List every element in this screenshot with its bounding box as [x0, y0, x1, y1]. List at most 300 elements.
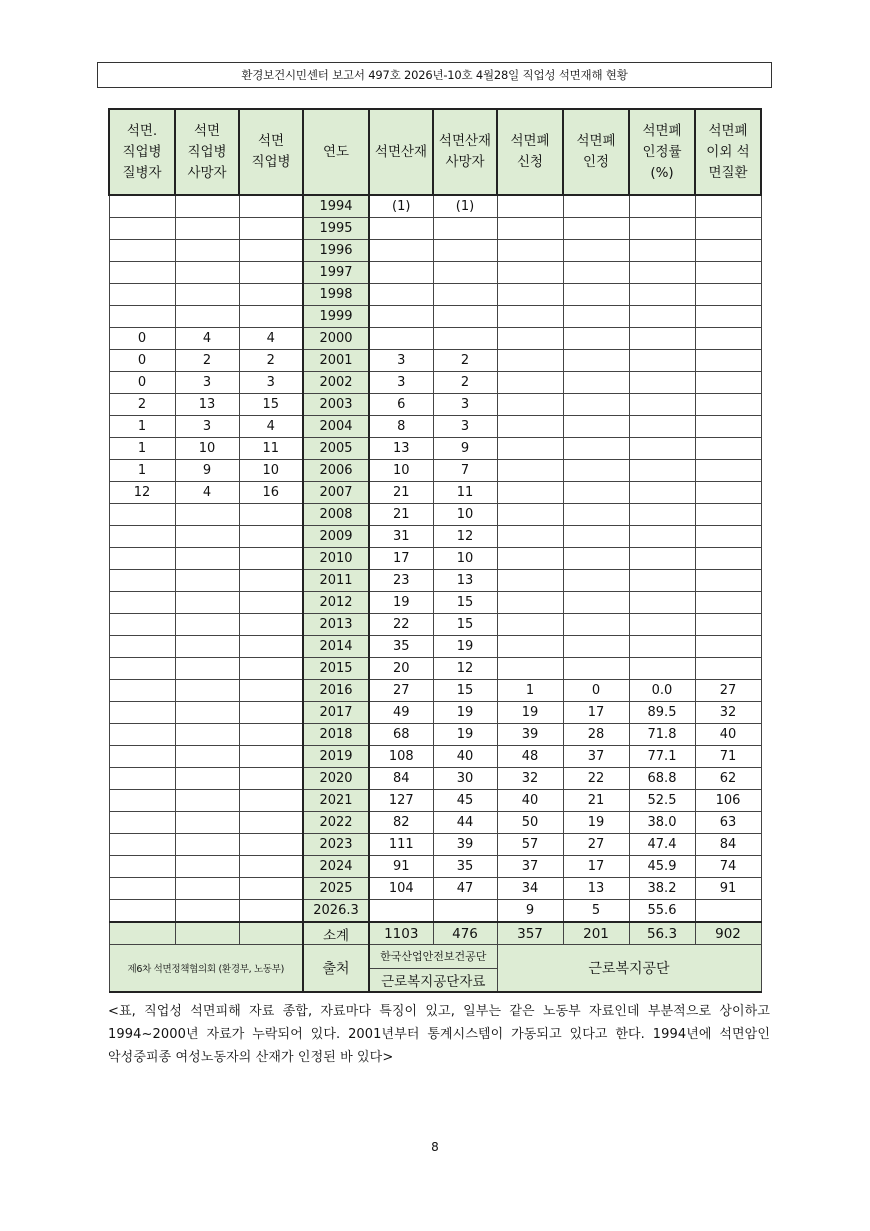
table-cell [695, 900, 761, 923]
year-cell: 2020 [303, 768, 369, 790]
table-cell: 20 [369, 658, 433, 680]
table-row [109, 614, 761, 636]
table-cell: 50 [497, 812, 563, 834]
table-header-row [109, 109, 761, 195]
table-cell [695, 460, 761, 482]
table-cell: 21 [563, 790, 629, 812]
table-cell: 55.6 [629, 900, 695, 923]
report-header [97, 62, 772, 88]
table-row [109, 570, 761, 592]
table-cell [239, 526, 303, 548]
table-cell [695, 306, 761, 328]
table-cell: 27 [695, 680, 761, 702]
table-cell: 10 [175, 438, 239, 460]
table-cell [109, 195, 175, 218]
table-cell: 21 [369, 482, 433, 504]
table-cell [629, 526, 695, 548]
table-cell: 7 [433, 460, 497, 482]
table-cell [695, 592, 761, 614]
table-cell [695, 416, 761, 438]
table-cell [109, 614, 175, 636]
table-cell [629, 195, 695, 218]
total-row [109, 922, 761, 945]
table-cell: 52.5 [629, 790, 695, 812]
year-cell: 2014 [303, 636, 369, 658]
table-cell: 108 [369, 746, 433, 768]
table-cell [239, 570, 303, 592]
table-row [109, 416, 761, 438]
year-cell: 2011 [303, 570, 369, 592]
table-cell: 84 [369, 768, 433, 790]
table-cell: 12 [109, 482, 175, 504]
table-cell [109, 856, 175, 878]
table-cell [695, 218, 761, 240]
table-cell [109, 636, 175, 658]
table-cell [433, 306, 497, 328]
table-row [109, 680, 761, 702]
table-cell: 2 [433, 350, 497, 372]
table-cell: 17 [369, 548, 433, 570]
year-cell: 2000 [303, 328, 369, 350]
table-cell [239, 834, 303, 856]
table-cell: 35 [433, 856, 497, 878]
table-cell: 3 [369, 350, 433, 372]
table-cell [695, 262, 761, 284]
table-cell [497, 526, 563, 548]
table-cell: 9 [497, 900, 563, 923]
table-cell: (1) [369, 195, 433, 218]
table-cell: 77.1 [629, 746, 695, 768]
table-cell [175, 658, 239, 680]
table-cell: 71 [695, 746, 761, 768]
table-cell: 13 [369, 438, 433, 460]
year-cell: 2018 [303, 724, 369, 746]
table-cell [695, 394, 761, 416]
table-cell: 45 [433, 790, 497, 812]
table-cell: 40 [433, 746, 497, 768]
table-cell: 2 [433, 372, 497, 394]
table-cell [175, 262, 239, 284]
table-cell: 17 [563, 702, 629, 724]
table-cell: 82 [369, 812, 433, 834]
table-cell: 44 [433, 812, 497, 834]
table-cell [497, 614, 563, 636]
source-right: 근로복지공단 [497, 945, 761, 993]
table-cell [175, 768, 239, 790]
table-cell [109, 680, 175, 702]
table-cell [109, 878, 175, 900]
year-cell: 2006 [303, 460, 369, 482]
table-cell: 57 [497, 834, 563, 856]
table-cell: 48 [497, 746, 563, 768]
table-cell: 0 [563, 680, 629, 702]
table-cell [563, 548, 629, 570]
table-cell [109, 900, 175, 923]
table-row [109, 350, 761, 372]
table-cell [563, 306, 629, 328]
table-cell [497, 504, 563, 526]
table-cell: 39 [497, 724, 563, 746]
table-cell: 9 [433, 438, 497, 460]
table-cell [629, 592, 695, 614]
table-cell [175, 746, 239, 768]
year-cell: 1994 [303, 195, 369, 218]
table-cell [369, 284, 433, 306]
table-cell: 35 [369, 636, 433, 658]
year-cell: 2021 [303, 790, 369, 812]
table-cell [497, 284, 563, 306]
year-cell: 2009 [303, 526, 369, 548]
table-cell: 6 [369, 394, 433, 416]
table-cell [109, 702, 175, 724]
table-cell [109, 218, 175, 240]
table-cell [695, 372, 761, 394]
year-cell: 1997 [303, 262, 369, 284]
table-cell [563, 372, 629, 394]
table-cell [175, 195, 239, 218]
asbestos-data-table [108, 108, 762, 993]
source-label: 출처 [303, 945, 369, 993]
table-row [109, 328, 761, 350]
table-cell [497, 570, 563, 592]
total-cell [239, 922, 303, 945]
report-title: 환경보건시민센터 보고서 497호 2026년-10호 4월28일 직업성 석면재해 현황 [241, 68, 628, 82]
table-cell [239, 746, 303, 768]
table-cell [563, 592, 629, 614]
table-cell [497, 262, 563, 284]
table-cell: 31 [369, 526, 433, 548]
table-cell: 3 [175, 416, 239, 438]
year-cell: 1996 [303, 240, 369, 262]
table-cell [563, 636, 629, 658]
column-header: 연도 [303, 109, 369, 195]
table-row [109, 482, 761, 504]
table-cell: 40 [497, 790, 563, 812]
table-cell: 4 [239, 416, 303, 438]
year-cell: 2004 [303, 416, 369, 438]
table-cell: 21 [369, 504, 433, 526]
table-cell: 0 [109, 372, 175, 394]
table-cell [239, 636, 303, 658]
table-cell [629, 658, 695, 680]
table-cell [629, 482, 695, 504]
table-cell [497, 306, 563, 328]
table-cell [695, 526, 761, 548]
table-cell [369, 262, 433, 284]
table-cell: 91 [369, 856, 433, 878]
table-cell: 19 [433, 636, 497, 658]
table-cell [239, 284, 303, 306]
table-row [109, 284, 761, 306]
table-cell [239, 262, 303, 284]
table-cell [563, 614, 629, 636]
table-cell [563, 240, 629, 262]
column-header: 석면폐 인정률 (%) [629, 109, 695, 195]
table-cell [109, 746, 175, 768]
table-cell [175, 240, 239, 262]
table-cell [433, 218, 497, 240]
table-cell: 47 [433, 878, 497, 900]
column-header: 석면폐 신청 [497, 109, 563, 195]
table-cell [695, 438, 761, 460]
total-label: 소계 [303, 922, 369, 945]
table-cell: 0 [109, 328, 175, 350]
table-cell [629, 262, 695, 284]
table-cell [497, 328, 563, 350]
table-cell: 13 [563, 878, 629, 900]
table-cell [239, 790, 303, 812]
table-cell [109, 812, 175, 834]
table-cell [175, 790, 239, 812]
table-cell: 19 [433, 702, 497, 724]
table-cell: 2 [239, 350, 303, 372]
table-cell [497, 416, 563, 438]
table-cell: 3 [175, 372, 239, 394]
table-cell [239, 240, 303, 262]
year-cell: 2026.3 [303, 900, 369, 923]
table-cell [109, 306, 175, 328]
table-cell [239, 724, 303, 746]
table-cell: 4 [175, 482, 239, 504]
table-row [109, 812, 761, 834]
table-cell: 37 [497, 856, 563, 878]
table-cell [695, 328, 761, 350]
table-row [109, 394, 761, 416]
table-row [109, 592, 761, 614]
table-cell [629, 306, 695, 328]
table-cell: 111 [369, 834, 433, 856]
year-cell: 2005 [303, 438, 369, 460]
table-row [109, 218, 761, 240]
table-cell [433, 240, 497, 262]
total-cell: 56.3 [629, 922, 695, 945]
source-row [109, 945, 761, 993]
table-cell [695, 195, 761, 218]
total-cell [175, 922, 239, 945]
table-cell [239, 900, 303, 923]
table-cell [433, 900, 497, 923]
source-middle [369, 945, 497, 993]
table-cell [369, 240, 433, 262]
table-cell: 1 [497, 680, 563, 702]
table-cell [175, 724, 239, 746]
table-cell: 32 [695, 702, 761, 724]
table-cell [239, 592, 303, 614]
table-cell [497, 218, 563, 240]
table-cell [563, 504, 629, 526]
table-cell: 16 [239, 482, 303, 504]
table-cell [175, 636, 239, 658]
table-cell [239, 878, 303, 900]
table-cell [497, 240, 563, 262]
table-cell: 28 [563, 724, 629, 746]
page-number: 8 [431, 1140, 439, 1154]
table-cell [433, 284, 497, 306]
table-cell [629, 394, 695, 416]
table-cell [563, 482, 629, 504]
table-cell [175, 218, 239, 240]
table-cell [563, 416, 629, 438]
table-cell: 38.0 [629, 812, 695, 834]
table-cell [695, 570, 761, 592]
column-header: 석면 직업병 사망자 [175, 109, 239, 195]
table-cell [563, 526, 629, 548]
table-cell [497, 394, 563, 416]
table-cell [695, 548, 761, 570]
table-cell: 8 [369, 416, 433, 438]
table-cell [497, 636, 563, 658]
table-cell: 0 [109, 350, 175, 372]
table-row [109, 438, 761, 460]
total-cell: 902 [695, 922, 761, 945]
table-row [109, 724, 761, 746]
table-cell [497, 658, 563, 680]
table-cell: 68 [369, 724, 433, 746]
total-cell: 1103 [369, 922, 433, 945]
table-cell [433, 262, 497, 284]
year-cell: 2017 [303, 702, 369, 724]
table-cell [109, 768, 175, 790]
table-cell [175, 548, 239, 570]
table-cell: 4 [239, 328, 303, 350]
table-cell: 9 [175, 460, 239, 482]
table-cell [109, 240, 175, 262]
table-cell [563, 328, 629, 350]
table-cell [497, 438, 563, 460]
table-cell: 13 [175, 394, 239, 416]
table-cell [497, 350, 563, 372]
table-cell [563, 460, 629, 482]
table-cell: 22 [369, 614, 433, 636]
table-caption: <표, 직업성 석면피해 자료 종합, 자료마다 특징이 있고, 일부는 같은 노동부 자료인데 부분적으로 상이하고 1994~2000년 자료가 누락되어 있다. 2001년부터 통계시스템이 가동되고 있다고 한다. 1994년에 석면암인 악성중피종 여성노동자의 산재가 인정된 바 있다> [108, 1004, 770, 1065]
table-cell: 127 [369, 790, 433, 812]
table-cell [239, 658, 303, 680]
column-header: 석면폐 인정 [563, 109, 629, 195]
table-cell: 5 [563, 900, 629, 923]
table-cell [629, 504, 695, 526]
table-cell: 15 [433, 592, 497, 614]
table-cell [109, 834, 175, 856]
table-cell [497, 548, 563, 570]
table-cell: 10 [433, 504, 497, 526]
table-cell [175, 680, 239, 702]
table-cell: 71.8 [629, 724, 695, 746]
table-row [109, 768, 761, 790]
table-cell: 27 [563, 834, 629, 856]
table-cell [239, 306, 303, 328]
table-cell: 3 [369, 372, 433, 394]
table-cell [109, 570, 175, 592]
year-cell: 2003 [303, 394, 369, 416]
table-row [109, 856, 761, 878]
table-cell: 30 [433, 768, 497, 790]
table-cell [175, 526, 239, 548]
table-cell [239, 504, 303, 526]
table-cell: 40 [695, 724, 761, 746]
table-row [109, 790, 761, 812]
table-cell: 15 [433, 680, 497, 702]
column-header: 석면 직업병 [239, 109, 303, 195]
table-cell [109, 592, 175, 614]
table-cell [563, 438, 629, 460]
table-row [109, 548, 761, 570]
year-cell: 1999 [303, 306, 369, 328]
table-cell [497, 482, 563, 504]
table-cell [109, 548, 175, 570]
table-cell [175, 702, 239, 724]
table-cell: 74 [695, 856, 761, 878]
column-header: 석면폐 이외 석 면질환 [695, 109, 761, 195]
table-row [109, 702, 761, 724]
table-cell [563, 284, 629, 306]
table-cell [629, 218, 695, 240]
table-cell: 19 [497, 702, 563, 724]
table-row [109, 262, 761, 284]
table-cell [239, 218, 303, 240]
table-cell [175, 834, 239, 856]
table-cell: 106 [695, 790, 761, 812]
table-cell [109, 658, 175, 680]
table-row [109, 195, 761, 218]
table-cell [433, 328, 497, 350]
table-row [109, 240, 761, 262]
table-cell: 45.9 [629, 856, 695, 878]
table-row [109, 900, 761, 923]
table-cell [563, 262, 629, 284]
table-cell [497, 460, 563, 482]
year-cell: 2007 [303, 482, 369, 504]
table-cell: 15 [433, 614, 497, 636]
table-cell: 68.8 [629, 768, 695, 790]
year-cell: 2025 [303, 878, 369, 900]
table-cell [629, 284, 695, 306]
table-cell: 15 [239, 394, 303, 416]
table-cell: 37 [563, 746, 629, 768]
year-cell: 2022 [303, 812, 369, 834]
table-cell [239, 702, 303, 724]
total-cell [109, 922, 175, 945]
table-cell [629, 416, 695, 438]
table-cell [629, 240, 695, 262]
table-row [109, 658, 761, 680]
table-cell [239, 856, 303, 878]
table-cell [239, 768, 303, 790]
source-left: 제6차 석면정책협의회 (환경부, 노동부) [109, 945, 303, 993]
table-cell [629, 460, 695, 482]
table-row [109, 372, 761, 394]
table-cell: 2 [109, 394, 175, 416]
year-cell: 2015 [303, 658, 369, 680]
table-cell [695, 504, 761, 526]
table-cell: 13 [433, 570, 497, 592]
table-cell [629, 372, 695, 394]
source-middle-bottom: 근로복지공단자료 [381, 973, 486, 990]
table-cell: 19 [563, 812, 629, 834]
table-cell: 11 [239, 438, 303, 460]
year-cell: 2010 [303, 548, 369, 570]
table-row [109, 636, 761, 658]
table-cell [695, 482, 761, 504]
table-body [109, 195, 761, 992]
table-cell [369, 900, 433, 923]
table-row [109, 746, 761, 768]
table-cell: 10 [239, 460, 303, 482]
table-cell [629, 350, 695, 372]
table-cell [175, 614, 239, 636]
table-cell: 89.5 [629, 702, 695, 724]
table-cell: 4 [175, 328, 239, 350]
table-cell [629, 548, 695, 570]
